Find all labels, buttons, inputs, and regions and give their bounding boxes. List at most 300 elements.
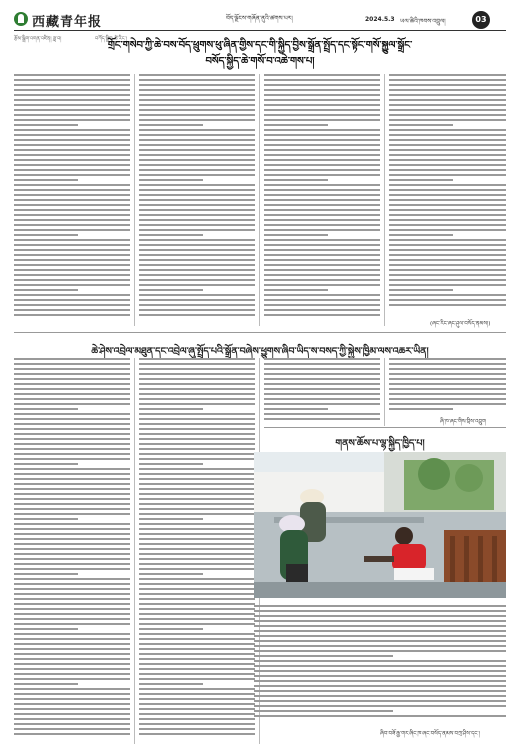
text-line <box>139 378 255 380</box>
text-line <box>139 473 255 475</box>
text-line <box>254 615 506 617</box>
text-line <box>264 294 380 296</box>
text-line <box>139 309 255 311</box>
text-line <box>139 229 255 231</box>
newspaper-name: 西藏青年报 <box>32 15 103 30</box>
text-line <box>14 588 130 590</box>
text-line <box>389 388 506 390</box>
text-line <box>254 625 506 627</box>
text-line <box>254 660 506 662</box>
text-line <box>254 705 506 707</box>
text-line <box>139 114 255 116</box>
text-line <box>14 503 130 505</box>
text-line <box>14 99 130 101</box>
column-rule <box>259 74 260 326</box>
text-line <box>14 194 130 196</box>
text-line <box>389 144 506 146</box>
text-line <box>389 269 506 271</box>
text-line <box>139 129 255 131</box>
text-line <box>389 149 506 151</box>
text-line <box>254 685 506 687</box>
text-line <box>139 84 255 86</box>
text-line <box>389 244 506 246</box>
text-line <box>254 650 506 652</box>
text-line <box>264 229 380 231</box>
text-line <box>139 134 255 136</box>
text-line <box>14 508 130 510</box>
text-line <box>14 643 130 645</box>
text-line <box>264 314 380 316</box>
text-line <box>264 383 380 385</box>
text-line <box>14 149 130 151</box>
text-line <box>139 548 255 550</box>
text-line <box>139 643 255 645</box>
text-line <box>264 199 380 201</box>
text-line <box>139 239 255 241</box>
text-line <box>139 553 255 555</box>
text-line <box>139 458 255 460</box>
text-line <box>14 388 130 390</box>
text-line <box>14 448 130 450</box>
text-line <box>264 393 380 395</box>
text-line <box>14 219 130 221</box>
text-line <box>264 388 380 390</box>
text-line <box>139 628 203 630</box>
text-line <box>264 134 380 136</box>
text-line <box>264 259 380 261</box>
logo-glyph <box>18 14 24 23</box>
text-line <box>264 169 380 171</box>
text-line <box>139 668 255 670</box>
text-line <box>139 139 255 141</box>
text-line <box>264 174 380 176</box>
text-line <box>139 159 255 161</box>
text-line <box>389 403 506 405</box>
text-line <box>14 214 130 216</box>
text-line <box>14 363 130 365</box>
text-line <box>14 393 130 395</box>
text-line <box>389 284 506 286</box>
text-line <box>139 119 255 121</box>
text-line <box>14 563 130 565</box>
section-divider <box>264 427 506 428</box>
text-line <box>139 608 255 610</box>
text-line <box>389 219 506 221</box>
text-line <box>139 74 255 76</box>
text-line <box>389 189 506 191</box>
text-line <box>389 398 506 400</box>
text-line <box>389 179 453 181</box>
text-line <box>14 224 130 226</box>
text-line <box>254 680 506 682</box>
text-line <box>389 408 453 410</box>
text-line <box>254 640 506 642</box>
text-line <box>14 713 130 715</box>
text-line <box>139 518 203 520</box>
text-line <box>264 184 380 186</box>
text-line <box>14 144 130 146</box>
text-line <box>139 154 255 156</box>
text-line <box>14 523 130 525</box>
text-line <box>389 134 506 136</box>
text-line <box>264 279 380 281</box>
text-line <box>389 383 506 385</box>
text-line <box>389 119 506 121</box>
text-line <box>14 119 130 121</box>
text-line <box>389 129 506 131</box>
text-line <box>254 610 506 612</box>
text-line <box>389 368 506 370</box>
text-line <box>139 658 255 660</box>
text-line <box>254 695 506 697</box>
text-line <box>14 468 130 470</box>
text-line <box>139 104 255 106</box>
text-line <box>139 274 255 276</box>
text-line <box>14 493 130 495</box>
text-line <box>139 94 255 96</box>
text-line <box>14 538 130 540</box>
text-line <box>139 314 255 316</box>
text-line <box>139 279 255 281</box>
text-line <box>14 129 130 131</box>
text-line <box>139 124 203 126</box>
text-line <box>14 174 130 176</box>
text-line <box>139 224 255 226</box>
text-line <box>389 239 506 241</box>
column-rule <box>384 74 385 326</box>
text-line <box>139 718 255 720</box>
text-line <box>139 219 255 221</box>
caption-credit: ཞིབ་བཟོ་རྒྱ་གར་ཞིང་ཁ་ཞང་བསོད་ནམས་བཀྲ་ཤིས་དང་། <box>380 731 480 737</box>
article-2-byline: ཞི་ཁ་ཞང་གིས་བྲིས་འབྲུག <box>440 419 486 425</box>
text-line <box>139 618 255 620</box>
text-line <box>14 633 130 635</box>
text-line <box>14 423 130 425</box>
text-line <box>389 259 506 261</box>
article-2-column-1 <box>14 358 130 740</box>
text-line <box>389 154 506 156</box>
headline-1-line-2: བསོད་སྐྱིད་ཆེ་གསོ་བ་འཆེ་གས་པ། <box>205 56 315 67</box>
text-line <box>14 169 130 171</box>
text-line <box>139 79 255 81</box>
text-line <box>139 633 255 635</box>
text-line <box>139 733 255 735</box>
text-line <box>264 129 380 131</box>
text-line <box>264 149 380 151</box>
text-line <box>264 119 380 121</box>
text-line <box>264 124 328 126</box>
text-line <box>264 418 380 420</box>
text-line <box>139 723 255 725</box>
text-line <box>389 184 506 186</box>
text-line <box>389 104 506 106</box>
text-line <box>14 703 130 705</box>
text-line <box>139 388 255 390</box>
text-line <box>139 603 255 605</box>
text-line <box>389 84 506 86</box>
text-line <box>254 620 506 622</box>
text-line <box>14 383 130 385</box>
text-line <box>389 169 506 171</box>
text-line <box>389 109 506 111</box>
text-line <box>14 723 130 725</box>
text-line <box>389 124 453 126</box>
text-line <box>14 498 130 500</box>
text-line <box>139 433 255 435</box>
text-line <box>264 244 380 246</box>
text-line <box>139 693 255 695</box>
text-line <box>14 548 130 550</box>
text-line <box>389 164 506 166</box>
text-line <box>254 690 506 692</box>
text-line <box>139 678 255 680</box>
text-line <box>264 109 380 111</box>
text-line <box>139 294 255 296</box>
text-line <box>139 653 255 655</box>
text-line <box>254 655 393 657</box>
text-line <box>14 294 130 296</box>
text-line <box>139 289 203 291</box>
text-line <box>389 393 506 395</box>
text-line <box>139 708 255 710</box>
text-line <box>14 309 130 311</box>
text-line <box>14 199 130 201</box>
text-line <box>264 299 380 301</box>
text-line <box>139 558 255 560</box>
text-line <box>139 299 255 301</box>
text-line <box>14 573 78 575</box>
text-line <box>139 543 255 545</box>
headline-1-line-1: གྲོང་གསེབ་ཀྱི་ཆེ་བས་བོད་ཕྲུགས་ཕུ་ཞིན་གྱིས་དང་གི་སྐྱིད་བྱིས་སྒྲོན་སྤྲོད་དང་སྟོང་གསོ་སྐྱུལ་སྒྲོང་ <box>107 40 413 51</box>
text-line <box>389 304 506 306</box>
text-line <box>264 403 380 405</box>
text-line <box>264 249 380 251</box>
text-line <box>14 358 130 360</box>
text-line <box>14 728 130 730</box>
text-line <box>389 279 506 281</box>
photo-caption-text <box>254 605 506 723</box>
text-line <box>14 398 130 400</box>
text-line <box>14 109 130 111</box>
text-line <box>389 264 506 266</box>
editor-credit: རྩོམ་སྒྲིག་འགན་འཛིན། ཟླ་བ། <box>14 36 62 42</box>
text-line <box>14 458 130 460</box>
text-line <box>389 139 506 141</box>
text-line <box>14 618 130 620</box>
text-line <box>14 403 130 405</box>
text-line <box>264 94 380 96</box>
text-line <box>254 700 506 702</box>
text-line <box>264 104 380 106</box>
text-line <box>14 663 130 665</box>
text-line <box>14 104 130 106</box>
text-line <box>14 693 130 695</box>
text-line <box>14 378 130 380</box>
text-line <box>264 284 380 286</box>
text-line <box>14 124 78 126</box>
text-line <box>139 448 255 450</box>
text-line <box>389 299 506 301</box>
text-line <box>139 583 255 585</box>
text-line <box>139 164 255 166</box>
text-line <box>14 254 130 256</box>
text-line <box>139 249 255 251</box>
article-1-column-2 <box>139 74 255 320</box>
text-line <box>14 473 130 475</box>
text-line <box>14 408 78 410</box>
text-line <box>264 189 380 191</box>
text-line <box>389 254 506 256</box>
text-line <box>14 438 130 440</box>
text-line <box>264 179 328 181</box>
column-rule <box>134 358 135 744</box>
text-line <box>139 403 255 405</box>
text-line <box>14 299 130 301</box>
tibetan-title: བོད་ལྗོངས་གཞོན་ནུའི་ཚགས་པར། <box>226 15 293 22</box>
text-line <box>139 398 255 400</box>
text-line <box>14 164 130 166</box>
text-line <box>14 259 130 261</box>
text-line <box>264 289 328 291</box>
text-line <box>139 638 255 640</box>
text-line <box>14 513 130 515</box>
text-line <box>264 79 380 81</box>
text-line <box>139 418 255 420</box>
text-line <box>139 578 255 580</box>
text-line <box>14 678 130 680</box>
text-line <box>14 139 130 141</box>
text-line <box>14 184 130 186</box>
text-line <box>139 573 203 575</box>
text-line <box>264 154 380 156</box>
text-line <box>14 159 130 161</box>
text-line <box>264 74 380 76</box>
text-line <box>139 493 255 495</box>
text-line <box>14 74 130 76</box>
text-line <box>139 259 255 261</box>
text-line <box>14 578 130 580</box>
text-line <box>139 498 255 500</box>
text-line <box>389 234 453 236</box>
text-line <box>14 583 130 585</box>
text-line <box>14 274 130 276</box>
text-line <box>389 229 506 231</box>
text-line <box>14 239 130 241</box>
text-line <box>139 593 255 595</box>
text-line <box>139 358 255 360</box>
text-line <box>139 613 255 615</box>
text-line <box>14 418 130 420</box>
text-line <box>389 289 453 291</box>
text-line <box>139 478 255 480</box>
text-line <box>14 558 130 560</box>
text-line <box>389 294 506 296</box>
designer-credit: བཀོད་སྒྲིག ཚེ་རིང་། <box>95 36 127 42</box>
text-line <box>14 673 130 675</box>
text-line <box>14 593 130 595</box>
text-line <box>389 159 506 161</box>
text-line <box>389 174 506 176</box>
text-line <box>139 199 255 201</box>
text-line <box>139 169 255 171</box>
text-line <box>139 254 255 256</box>
text-line <box>139 598 255 600</box>
text-line <box>14 718 130 720</box>
text-line <box>389 114 506 116</box>
text-line <box>14 553 130 555</box>
text-line <box>139 194 255 196</box>
text-line <box>14 234 78 236</box>
text-line <box>264 84 380 86</box>
text-line <box>264 159 380 161</box>
text-line <box>139 269 255 271</box>
text-line <box>139 673 255 675</box>
news-photo <box>254 452 506 598</box>
text-line <box>264 89 380 91</box>
text-line <box>389 74 506 76</box>
text-line <box>139 588 255 590</box>
article-1-column-4 <box>389 74 506 312</box>
text-line <box>139 184 255 186</box>
text-line <box>139 264 255 266</box>
text-line <box>139 468 255 470</box>
text-line <box>139 408 203 410</box>
text-line <box>389 209 506 211</box>
text-line <box>264 398 380 400</box>
text-line <box>139 528 255 530</box>
text-line <box>139 204 255 206</box>
text-line <box>139 443 255 445</box>
text-line <box>139 244 255 246</box>
text-line <box>14 94 130 96</box>
text-line <box>14 204 130 206</box>
text-line <box>14 623 130 625</box>
text-line <box>264 209 380 211</box>
article-2-column-2 <box>139 358 255 740</box>
text-line <box>14 688 130 690</box>
text-line <box>14 603 130 605</box>
text-line <box>139 483 255 485</box>
text-line <box>264 194 380 196</box>
text-line <box>139 373 255 375</box>
text-line <box>139 488 255 490</box>
text-line <box>264 139 380 141</box>
text-line <box>14 443 130 445</box>
text-line <box>264 358 380 360</box>
text-line <box>139 304 255 306</box>
text-line <box>139 563 255 565</box>
text-line <box>14 533 130 535</box>
text-line <box>389 204 506 206</box>
text-line <box>264 204 380 206</box>
text-line <box>389 274 506 276</box>
text-line <box>254 605 506 607</box>
text-line <box>14 189 130 191</box>
text-line <box>14 428 130 430</box>
text-line <box>139 393 255 395</box>
text-line <box>389 79 506 81</box>
headline-2: ཆེ་ཤེས་འབྲེལ་མཐུན་དང་འབྲེལ་ཞུ་སྤྲོད་པའི་སྒྲོན་བཞེས་ཕྱུགས་ཞིབ་ཡིད་ས་བསད་ཀྱི་སྐྱེས་ཁྱིམ་ལས་འཆར་ཡིན། <box>91 346 429 357</box>
text-line <box>14 304 130 306</box>
text-line <box>264 309 380 311</box>
text-line <box>139 99 255 101</box>
text-line <box>389 358 506 360</box>
text-line <box>389 373 506 375</box>
text-line <box>14 463 78 465</box>
masthead-rule <box>14 30 506 31</box>
text-line <box>139 179 203 181</box>
text-line <box>14 154 130 156</box>
